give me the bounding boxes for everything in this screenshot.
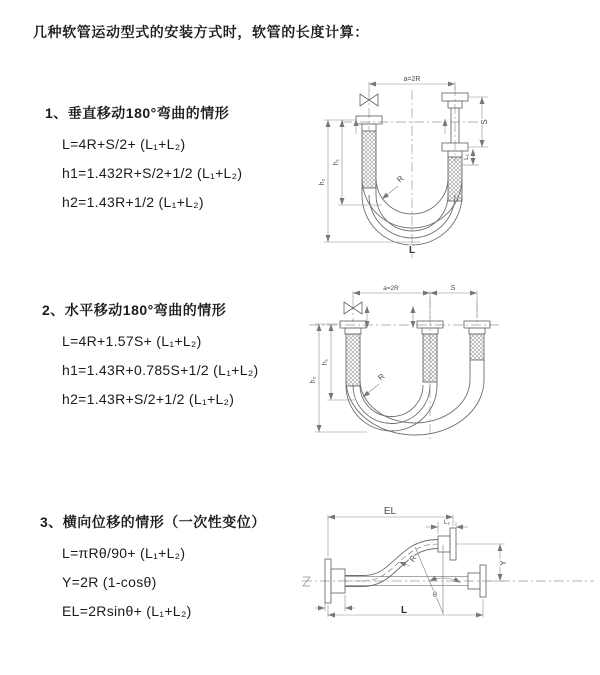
formula: L=4R+S/2+ (L₁+L₂) — [62, 136, 186, 152]
formula: h2=1.43R+1/2 (L₁+L₂) — [62, 194, 204, 210]
section-2-heading: 2、水平移动180°弯曲的情形 — [42, 302, 227, 318]
radius-label: R — [407, 553, 419, 564]
construction-lines — [415, 545, 443, 615]
angle-arc — [430, 578, 461, 583]
dimension-labels — [384, 506, 508, 616]
formula: L=4R+1.57S+ (L₁+L₂) — [62, 333, 202, 349]
diagram-horizontal-bend-svg — [305, 280, 595, 452]
dimension-labels — [319, 76, 489, 256]
centerlines — [309, 298, 500, 442]
diagram-vertical-bend — [312, 70, 592, 262]
dim-label-h1: h₁ — [333, 158, 340, 166]
radius-label: R — [395, 173, 406, 185]
hose-s-curve — [345, 540, 438, 587]
dim-label-h2: h₂ — [310, 376, 317, 384]
length-label: L — [408, 245, 416, 256]
break-mark — [303, 577, 310, 586]
dim-label-span: a=2R — [383, 285, 399, 292]
dim-label-s: S — [480, 119, 489, 125]
formula: h1=1.43R+0.785S+1/2 (L₁+L₂) — [62, 362, 259, 378]
diagram-horizontal-bend — [305, 280, 595, 452]
section-1-heading: 1、垂直移动180°弯曲的情形 — [45, 105, 230, 121]
dimension-lines — [324, 82, 488, 242]
radius-label: R — [376, 371, 387, 383]
section-3-formulas — [62, 539, 192, 626]
dim-label-el: EL — [383, 506, 397, 517]
formula: h1=1.432R+S/2+1/2 (L₁+L₂) — [62, 165, 243, 181]
dim-label-l2: L₂ — [443, 519, 451, 526]
dim-label-l1: L₁ — [463, 154, 470, 160]
angle-label: θ — [433, 592, 437, 599]
formula: EL=2Rsinθ+ (L₁+L₂) — [62, 603, 192, 619]
dim-label-h1: h₁ — [322, 358, 329, 366]
flanges — [325, 528, 486, 603]
formula: Y=2R (1-cosθ) — [62, 574, 157, 590]
formula: h2=1.43R+S/2+1/2 (L₁+L₂) — [62, 391, 235, 407]
dim-label-h2: h₂ — [319, 178, 326, 186]
section-3-heading: 3、横向位移的情形（一次性变位） — [40, 514, 266, 530]
section-2-formulas — [62, 327, 259, 414]
dim-label-y: Y — [499, 560, 508, 566]
dimension-lines — [315, 515, 505, 617]
dim-label-span: a=2R — [403, 76, 421, 83]
section-1-formulas — [62, 130, 242, 217]
formula: L=πRθ/90+ (L₁+L₂) — [62, 545, 186, 561]
diagram-lateral-displacement-svg — [298, 503, 600, 648]
hose-assembly — [340, 321, 490, 435]
length-label: L — [400, 605, 408, 616]
dim-label-s: S — [450, 285, 456, 292]
page-title: 几种软管运动型式的安装方式时，软管的长度计算： — [33, 24, 369, 40]
diagram-lateral-displacement — [298, 503, 600, 648]
diagram-vertical-bend-svg — [312, 70, 592, 262]
